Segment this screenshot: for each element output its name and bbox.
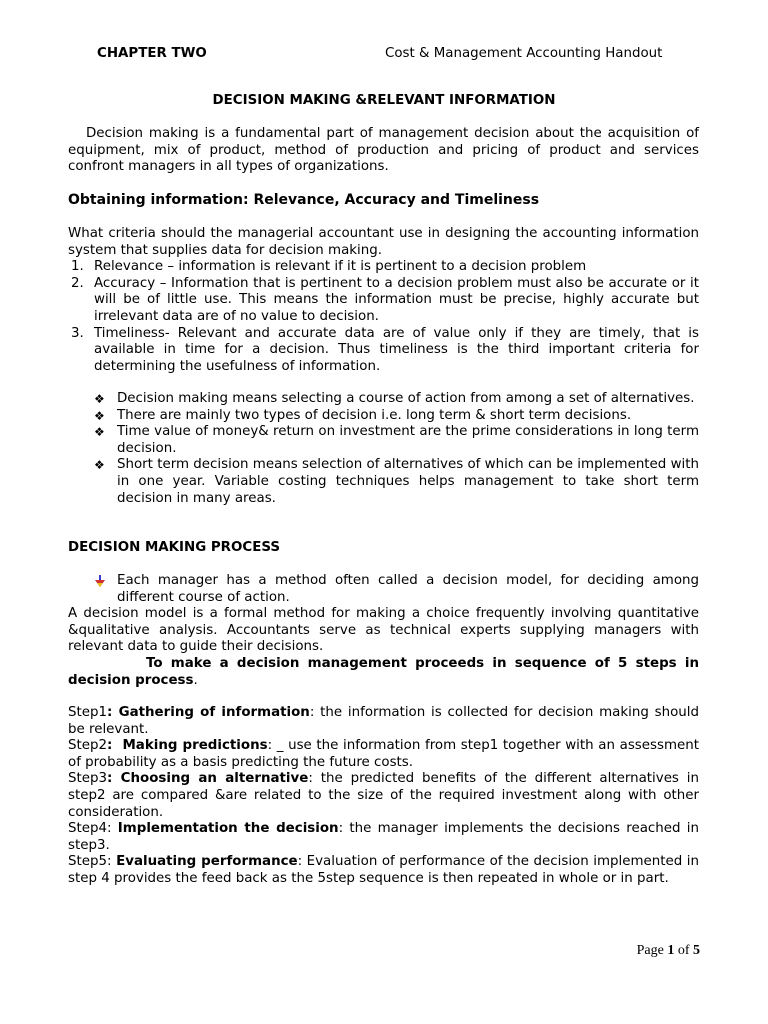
page-total: 5 <box>693 943 700 958</box>
bullet-text: Each manager has a method often called a decision model, for deciding among different course of action. <box>117 573 699 605</box>
criteria-text: Relevance – information is relevant if it is pertinent to a decision problem <box>94 259 587 275</box>
intro-paragraph: Decision making is a fundamental part of management decision about the acquisition of equipment, mix of product, method of production and pricing of product and services confront managers in all types of organizations. <box>68 126 699 175</box>
list-item <box>68 573 699 606</box>
criteria-number: 1. <box>71 259 84 275</box>
step-title: : Gathering of information <box>107 705 310 720</box>
step-item <box>68 854 699 887</box>
step-title: : Making predictions <box>107 738 268 754</box>
section-heading-process: DECISION MAKING PROCESS <box>68 540 281 555</box>
bullet-text: There are mainly two types of decision i.e. long term & short term decisions. <box>117 407 632 423</box>
step-label: Step2 <box>68 738 108 754</box>
criteria-lead: What criteria should the managerial accountant use in designing the accounting information system that supplies data for decision making. <box>68 226 699 258</box>
diamond-bullet-icon: ❖ <box>94 392 105 406</box>
document-title: DECISION MAKING &RELEVANT INFORMATION <box>212 93 556 108</box>
step-label: Step3 <box>68 771 108 787</box>
criteria-text: Accuracy – Information that is pertinent to a decision problem must also be accurate or it will be of little use. This means the information must be precise, highly accurate but irrelevant data are of no value to decision. <box>94 275 699 324</box>
step-label: Step4: <box>68 821 118 837</box>
emphasis-paragraph <box>68 656 699 689</box>
emphasis-period: . <box>193 672 198 688</box>
page-current: 1 <box>667 943 675 958</box>
diamond-bullet-icon: ❖ <box>94 408 105 423</box>
step-item <box>68 705 699 738</box>
step-title: Implementation the decision <box>117 821 339 837</box>
list-item <box>94 391 699 408</box>
page-word: Page <box>636 943 664 958</box>
chapter-label: CHAPTER TWO <box>97 46 207 61</box>
criteria-item <box>68 276 699 326</box>
criteria-list <box>68 259 699 375</box>
step-text: : _ use the information from step1 together with an assessment of probability as a basis predicting the future costs. <box>68 738 699 770</box>
criteria-section <box>68 226 699 375</box>
bullet-text: Time value of money& return on investment are the prime considerations in long term decision. <box>117 424 699 456</box>
step-text: : Evaluation of performance of the decision implemented in step 4 provides the feed back as the 5step sequence is then repeated in whole or in part. <box>68 854 699 886</box>
process-section <box>68 573 699 689</box>
list-item <box>94 408 699 425</box>
step-label: Step1 <box>68 705 108 720</box>
step-item <box>68 821 699 854</box>
bullet-text: Short term decision means selection of alternatives of which can be implemented with in one year. Variable costing techniques helps management to take short term decision in many areas. <box>117 457 699 506</box>
criteria-number: 2. <box>71 275 84 291</box>
steps-section <box>68 705 699 888</box>
diamond-bullet-icon: ❖ <box>94 458 105 473</box>
handout-title: Cost & Management Accounting Handout <box>385 46 663 61</box>
criteria-number: 3. <box>71 325 84 341</box>
step-text: : the information is collected for decision making should be relevant. <box>68 705 699 737</box>
step-item <box>68 771 699 821</box>
step-title: Evaluating performance <box>116 854 298 870</box>
arrow-bullet-icon <box>94 574 106 588</box>
list-item <box>94 457 699 507</box>
step-label: Step5: <box>68 854 117 870</box>
diamond-bullet-icon: ❖ <box>94 425 105 440</box>
step-item <box>68 738 699 771</box>
page-number <box>637 943 700 960</box>
criteria-text: Timeliness- Relevant and accurate data are of value only if they are timely, that is available in time for a decision. Thus timeliness is the third important criteria for determining the usefulness of information. <box>94 325 699 374</box>
decision-model-paragraph: A decision model is a formal method for making a choice frequently involving quantitative &qualitative analysis. Accountants serve as technical experts supplying managers with relevant data to guide their decisions. <box>68 606 699 655</box>
criteria-item <box>68 259 699 276</box>
step-text: : the manager implements the decisions reached in step3. <box>68 821 700 853</box>
emphasis-text: To make a decision management proceeds in sequence of 5 steps in decision process <box>68 655 699 688</box>
section-heading-information: Obtaining information: Relevance, Accuracy and Timeliness <box>68 192 540 208</box>
bullet-text: Decision making means selecting a course of action from among a set of alternatives. <box>117 391 695 406</box>
step-title: : Choosing an alternative <box>107 771 309 787</box>
page-of: of <box>677 943 690 958</box>
list-item <box>94 424 699 457</box>
decision-bullets <box>94 391 699 507</box>
step-text: : the predicted benefits of the different alternatives in step2 are compared &are related to the size of the required investment along with other consideration. <box>68 771 699 820</box>
criteria-item <box>68 326 699 376</box>
